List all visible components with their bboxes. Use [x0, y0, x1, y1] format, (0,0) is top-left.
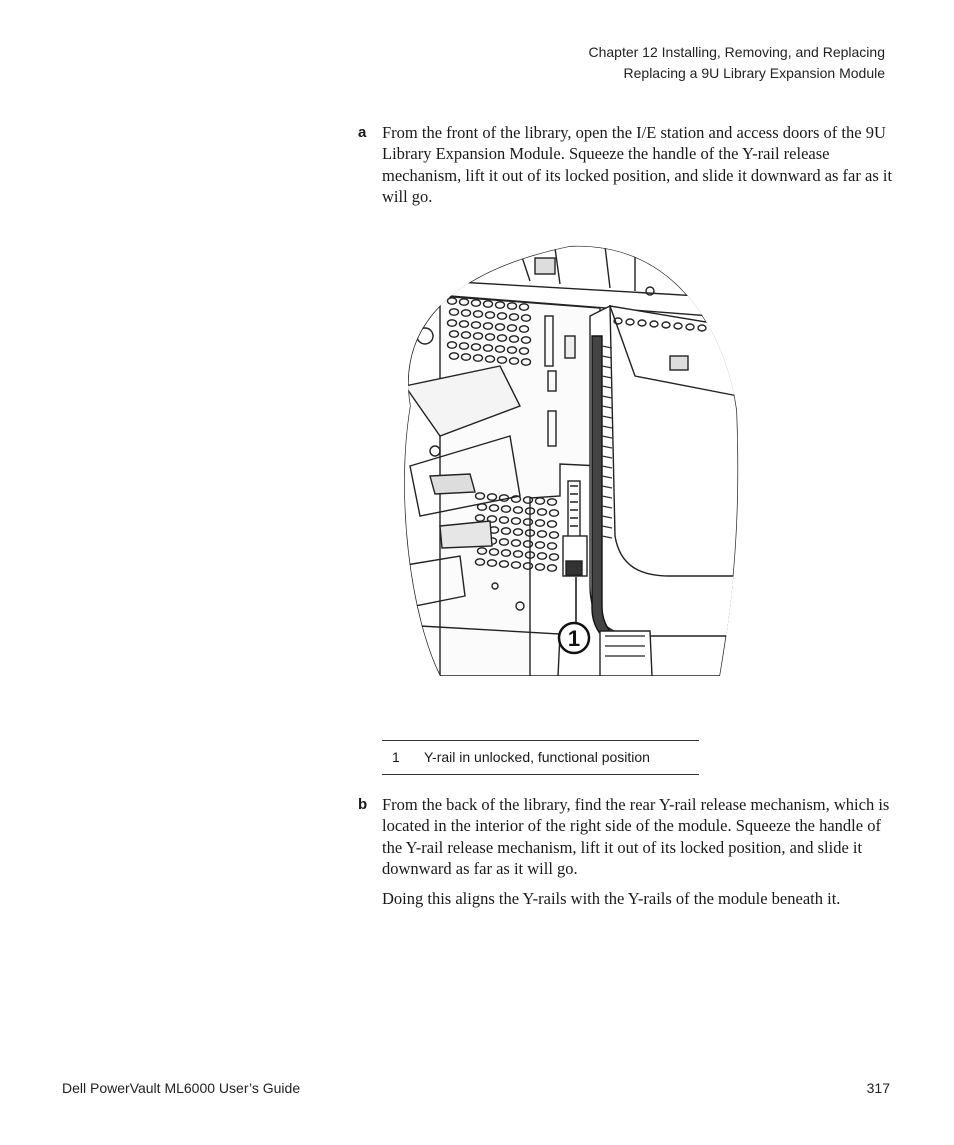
- step-paragraph: From the front of the library, open the I/E station and access doors of the 9U Library Expansion Module. Squeeze the handle of the Y-rail release mechanism, lift it out of its locked position, and slide it downward as far as it will go.: [382, 123, 893, 206]
- step-paragraph: From the back of the library, find the rear Y-rail release mechanism, which is located in the interior of the right side of the module. Squeeze the handle of the Y-rail release mechanism, lift it out of its locked position, and slide it downward as far as it will go.: [382, 795, 890, 878]
- step-b: [358, 794, 898, 918]
- chapter-title: Chapter 12 Installing, Removing, and Replacing: [588, 44, 885, 60]
- figure-legend: [382, 740, 699, 775]
- step-letter: b: [358, 796, 368, 813]
- step-paragraph: Doing this aligns the Y-rails with the Y-rails of the module beneath it.: [382, 889, 841, 909]
- page-number: 317: [866, 1080, 890, 1096]
- running-header: [588, 42, 885, 84]
- module-line-drawing: [380, 236, 760, 696]
- section-title: Replacing a 9U Library Expansion Module: [623, 65, 885, 81]
- drawing-body: [400, 246, 740, 676]
- step-letter: a: [358, 124, 367, 141]
- callout-number: 1: [567, 626, 581, 651]
- legend-number: 1: [392, 749, 400, 765]
- step-a: [358, 122, 898, 216]
- y-rail-illustration: [380, 236, 760, 696]
- document-title: Dell PowerVault ML6000 User’s Guide: [62, 1080, 301, 1096]
- legend-text: Y-rail in unlocked, functional position: [424, 749, 650, 765]
